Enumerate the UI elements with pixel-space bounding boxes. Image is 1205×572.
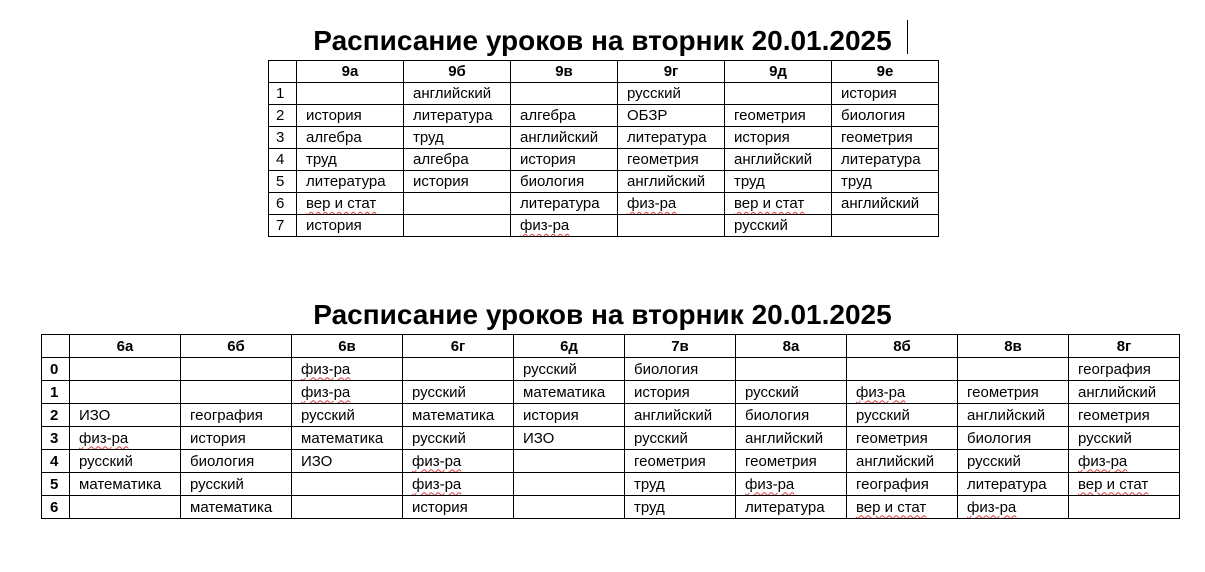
subject-text: вер и стат	[734, 195, 805, 212]
subject-text: русский	[301, 406, 355, 424]
subject-text: труд	[734, 173, 765, 190]
class-header: 6д	[514, 335, 625, 358]
lesson-cell	[181, 427, 292, 450]
lesson-cell	[847, 473, 958, 496]
subject-text: русский	[412, 383, 466, 401]
subject-text: география	[856, 475, 929, 493]
subject-text: русский	[745, 383, 799, 401]
subject-text: история	[634, 383, 690, 401]
lesson-cell	[181, 358, 292, 381]
lesson-cell	[70, 450, 181, 473]
subject-text: биология	[520, 173, 585, 190]
lesson-cell	[70, 358, 181, 381]
lesson-cell	[297, 171, 404, 193]
table-row	[42, 381, 1180, 404]
lesson-cell	[725, 105, 832, 127]
lesson-cell	[736, 381, 847, 404]
subject-text: русский	[1078, 429, 1132, 447]
lesson-cell	[70, 381, 181, 404]
lesson-cell	[404, 149, 511, 171]
subject-text: литература	[306, 173, 386, 190]
lesson-cell	[511, 83, 618, 105]
subject-text: математика	[301, 429, 384, 447]
lesson-cell	[1069, 381, 1180, 404]
subject-text: география	[190, 406, 263, 424]
subject-text: алгебра	[413, 151, 469, 168]
subject-text: русский	[856, 406, 910, 424]
subject-text: ОБЗР	[627, 107, 668, 124]
subject-text: английский	[413, 85, 492, 102]
header-row	[42, 335, 1180, 358]
schedule-title-bottom: Расписание уроков на вторник 20.01.2025	[313, 299, 892, 330]
subject-text: биология	[841, 107, 906, 124]
subject-text: история	[190, 429, 246, 447]
subject-text: английский	[856, 452, 935, 470]
subject-text: биология	[190, 452, 255, 470]
subject-text: ИЗО	[301, 452, 333, 470]
subject-text: физ-ра	[856, 383, 906, 401]
lesson-cell	[511, 171, 618, 193]
lesson-cell	[292, 473, 403, 496]
subject-text: история	[523, 406, 579, 424]
lesson-cell	[625, 427, 736, 450]
lesson-number: 0	[42, 358, 70, 381]
subject-text: литература	[967, 475, 1047, 493]
lesson-cell	[736, 358, 847, 381]
class-header: 6б	[181, 335, 292, 358]
lesson-cell	[297, 193, 404, 215]
lesson-cell	[514, 473, 625, 496]
subject-text: английский	[734, 151, 813, 168]
lesson-cell	[832, 171, 939, 193]
lesson-cell	[625, 473, 736, 496]
lesson-cell	[403, 404, 514, 427]
subject-text: физ-ра	[967, 498, 1017, 516]
lesson-cell	[404, 193, 511, 215]
subject-text: история	[306, 107, 362, 124]
class-header: 9б	[404, 61, 511, 83]
subject-text: вер и стат	[1078, 475, 1149, 493]
subject-text: биология	[967, 429, 1032, 447]
subject-text: русский	[627, 85, 681, 102]
lesson-cell	[847, 381, 958, 404]
lesson-number: 1	[42, 381, 70, 404]
subject-text: русский	[190, 475, 244, 493]
lesson-cell	[514, 358, 625, 381]
subject-text: география	[1078, 360, 1151, 378]
table-row	[42, 473, 1180, 496]
lesson-cell	[292, 450, 403, 473]
lesson-cell	[725, 193, 832, 215]
table-row	[42, 450, 1180, 473]
table-row	[269, 149, 939, 171]
lesson-cell	[181, 450, 292, 473]
lesson-cell	[725, 127, 832, 149]
table-row	[42, 404, 1180, 427]
subject-text: физ-ра	[1078, 452, 1128, 470]
subject-text: физ-ра	[412, 475, 462, 493]
subject-text: история	[841, 85, 897, 102]
lesson-cell	[847, 450, 958, 473]
subject-text: труд	[634, 498, 665, 516]
subject-text: английский	[745, 429, 824, 447]
table-row	[269, 127, 939, 149]
subject-text: русский	[523, 360, 577, 378]
lesson-cell	[70, 404, 181, 427]
lesson-cell	[725, 149, 832, 171]
lesson-cell	[181, 496, 292, 519]
lesson-cell	[618, 171, 725, 193]
class-header: 6а	[70, 335, 181, 358]
subject-text: геометрия	[734, 107, 806, 124]
schedule-title-top: Расписание уроков на вторник 20.01.2025	[313, 25, 892, 56]
subject-text: история	[734, 129, 790, 146]
subject-text: физ-ра	[520, 217, 570, 234]
lesson-cell	[832, 127, 939, 149]
subject-text: геометрия	[634, 452, 706, 470]
class-header: 7в	[625, 335, 736, 358]
lesson-cell	[958, 450, 1069, 473]
lesson-cell	[618, 127, 725, 149]
subject-text: геометрия	[1078, 406, 1150, 424]
subject-text: физ-ра	[301, 360, 351, 378]
subject-text: математика	[79, 475, 162, 493]
subject-text: геометрия	[856, 429, 928, 447]
lesson-cell	[847, 427, 958, 450]
schedule-table-grades6-8	[41, 334, 1180, 519]
lesson-cell	[514, 404, 625, 427]
lesson-cell	[832, 215, 939, 237]
subject-text: физ-ра	[412, 452, 462, 470]
subject-text: труд	[841, 173, 872, 190]
lesson-cell	[736, 496, 847, 519]
class-header: 8в	[958, 335, 1069, 358]
subject-text: биология	[634, 360, 699, 378]
lesson-cell	[832, 105, 939, 127]
lesson-cell	[511, 105, 618, 127]
lesson-cell	[847, 496, 958, 519]
text-cursor	[907, 20, 908, 54]
table-row	[42, 358, 1180, 381]
lesson-cell	[297, 105, 404, 127]
lesson-cell	[403, 473, 514, 496]
lesson-cell	[514, 427, 625, 450]
subject-text: русский	[79, 452, 133, 470]
lesson-cell	[1069, 450, 1180, 473]
lesson-cell	[403, 381, 514, 404]
lesson-number: 3	[42, 427, 70, 450]
subject-text: труд	[306, 151, 337, 168]
lesson-cell	[1069, 358, 1180, 381]
subject-text: русский	[734, 217, 788, 234]
subject-text: история	[413, 173, 469, 190]
subject-text: математика	[190, 498, 273, 516]
subject-text: геометрия	[745, 452, 817, 470]
subject-text: математика	[523, 383, 606, 401]
lesson-number: 4	[42, 450, 70, 473]
subject-text: английский	[967, 406, 1046, 424]
lesson-cell	[1069, 404, 1180, 427]
lesson-cell	[403, 450, 514, 473]
lesson-cell	[297, 149, 404, 171]
lesson-cell	[404, 215, 511, 237]
lesson-cell	[625, 450, 736, 473]
lesson-cell	[625, 404, 736, 427]
lesson-cell	[514, 450, 625, 473]
subject-text: английский	[627, 173, 706, 190]
subject-text: литература	[627, 129, 707, 146]
lesson-cell	[292, 358, 403, 381]
table-row	[269, 193, 939, 215]
lesson-cell	[292, 404, 403, 427]
subject-text: математика	[412, 406, 495, 424]
subject-text: физ-ра	[745, 475, 795, 493]
corner-cell	[269, 61, 297, 83]
subject-text: алгебра	[520, 107, 576, 124]
lesson-cell	[70, 427, 181, 450]
lesson-number: 2	[269, 105, 297, 127]
lesson-number: 5	[42, 473, 70, 496]
subject-text: алгебра	[306, 129, 362, 146]
lesson-cell	[297, 83, 404, 105]
lesson-number: 1	[269, 83, 297, 105]
lesson-cell	[404, 83, 511, 105]
lesson-cell	[847, 404, 958, 427]
class-header: 9в	[511, 61, 618, 83]
subject-text: физ-ра	[301, 383, 351, 401]
subject-text: вер и стат	[306, 195, 377, 212]
lesson-cell	[403, 358, 514, 381]
lesson-number: 2	[42, 404, 70, 427]
table-row	[269, 83, 939, 105]
header-row	[269, 61, 939, 83]
lesson-cell	[1069, 427, 1180, 450]
subject-text: история	[306, 217, 362, 234]
lesson-cell	[832, 149, 939, 171]
lesson-number: 5	[269, 171, 297, 193]
lesson-number: 4	[269, 149, 297, 171]
subject-text: литература	[841, 151, 921, 168]
class-header: 9е	[832, 61, 939, 83]
table-row	[269, 171, 939, 193]
lesson-cell	[1069, 473, 1180, 496]
class-header: 8б	[847, 335, 958, 358]
lesson-cell	[832, 83, 939, 105]
lesson-cell	[297, 215, 404, 237]
subject-text: физ-ра	[79, 429, 129, 447]
subject-text: труд	[634, 475, 665, 493]
lesson-cell	[511, 215, 618, 237]
lesson-cell	[847, 358, 958, 381]
table-row	[269, 215, 939, 237]
lesson-cell	[618, 105, 725, 127]
lesson-cell	[958, 496, 1069, 519]
table-row	[269, 105, 939, 127]
subject-text: труд	[413, 129, 444, 146]
lesson-cell	[625, 358, 736, 381]
schedule-table-grade9	[268, 60, 939, 237]
lesson-cell	[958, 427, 1069, 450]
table-row	[42, 427, 1180, 450]
subject-text: английский	[520, 129, 599, 146]
lesson-cell	[725, 83, 832, 105]
lesson-number: 6	[42, 496, 70, 519]
lesson-cell	[404, 127, 511, 149]
class-header: 8а	[736, 335, 847, 358]
lesson-cell	[292, 381, 403, 404]
class-header: 9г	[618, 61, 725, 83]
lesson-cell	[832, 193, 939, 215]
subject-text: английский	[634, 406, 713, 424]
lesson-cell	[1069, 496, 1180, 519]
lesson-cell	[514, 496, 625, 519]
class-header: 8г	[1069, 335, 1180, 358]
lesson-cell	[618, 215, 725, 237]
subject-text: геометрия	[627, 151, 699, 168]
class-header: 9а	[297, 61, 404, 83]
lesson-cell	[725, 171, 832, 193]
lesson-cell	[181, 381, 292, 404]
lesson-cell	[736, 473, 847, 496]
subject-text: английский	[1078, 383, 1157, 401]
subject-text: русский	[634, 429, 688, 447]
subject-text: геометрия	[967, 383, 1039, 401]
corner-cell	[42, 335, 70, 358]
lesson-cell	[403, 496, 514, 519]
table-row	[42, 496, 1180, 519]
subject-text: ИЗО	[523, 429, 555, 447]
lesson-cell	[511, 193, 618, 215]
lesson-number: 3	[269, 127, 297, 149]
lesson-cell	[958, 381, 1069, 404]
lesson-cell	[181, 473, 292, 496]
subject-text: английский	[841, 195, 920, 212]
lesson-cell	[958, 358, 1069, 381]
subject-text: история	[520, 151, 576, 168]
lesson-cell	[618, 193, 725, 215]
lesson-cell	[618, 149, 725, 171]
lesson-cell	[70, 473, 181, 496]
lesson-cell	[736, 450, 847, 473]
lesson-cell	[958, 404, 1069, 427]
lesson-cell	[625, 496, 736, 519]
subject-text: ИЗО	[79, 406, 111, 424]
subject-text: физ-ра	[627, 195, 677, 212]
lesson-number: 7	[269, 215, 297, 237]
subject-text: русский	[967, 452, 1021, 470]
class-header: 6г	[403, 335, 514, 358]
subject-text: биология	[745, 406, 810, 424]
lesson-cell	[736, 404, 847, 427]
subject-text: история	[412, 498, 468, 516]
lesson-cell	[618, 83, 725, 105]
lesson-cell	[511, 149, 618, 171]
lesson-cell	[181, 404, 292, 427]
lesson-cell	[958, 473, 1069, 496]
subject-text: литература	[745, 498, 825, 516]
lesson-cell	[625, 381, 736, 404]
subject-text: русский	[412, 429, 466, 447]
lesson-cell	[725, 215, 832, 237]
lesson-cell	[70, 496, 181, 519]
lesson-cell	[514, 381, 625, 404]
subject-text: литература	[413, 107, 493, 124]
lesson-cell	[292, 427, 403, 450]
lesson-cell	[404, 105, 511, 127]
lesson-cell	[297, 127, 404, 149]
class-header: 9д	[725, 61, 832, 83]
lesson-cell	[403, 427, 514, 450]
lesson-cell	[404, 171, 511, 193]
subject-text: литература	[520, 195, 600, 212]
subject-text: вер и стат	[856, 498, 927, 516]
lesson-number: 6	[269, 193, 297, 215]
subject-text: геометрия	[841, 129, 913, 146]
lesson-cell	[511, 127, 618, 149]
lesson-cell	[736, 427, 847, 450]
lesson-cell	[292, 496, 403, 519]
class-header: 6в	[292, 335, 403, 358]
